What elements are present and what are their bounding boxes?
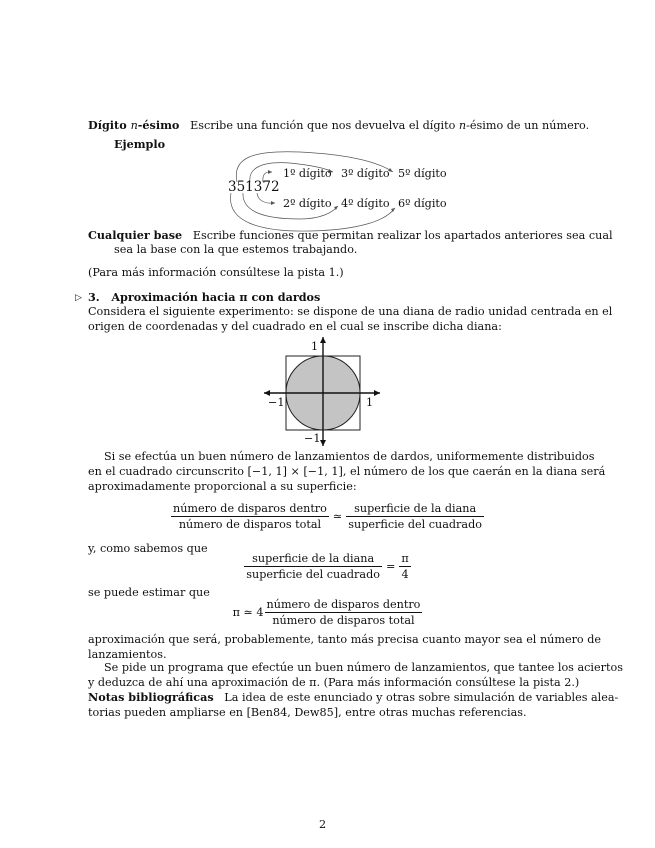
label-digit-2: 2º dígito [283, 197, 332, 210]
example-number: 351372 [228, 179, 280, 195]
notas-heading: Notas bibliográficas [88, 690, 214, 704]
section-marker[interactable]: ▷ [75, 293, 82, 303]
cualquier-paragraph [88, 228, 613, 243]
note-pista-1: (Para más información consúltese la pista 1.) [88, 266, 344, 279]
fig-label-bottom: −1 [304, 432, 321, 445]
label-digit-5: 5º dígito [398, 167, 447, 180]
fig-label-top: 1 [311, 340, 319, 353]
eq2-intro: y, como sabemos que [88, 542, 208, 555]
ejemplo-heading: Ejemplo [114, 137, 166, 151]
para2-line2: en el cuadrado circunscrito [−1, 1] × [−1, 1], el número de los que caerán en la diana será [88, 465, 606, 478]
equation-2: $\frac{\text{superficie de la diana}}{\text{superficie del cuadrado}}$ = $\frac{\pi}{4}$ [246, 552, 409, 581]
digito-text: Escribe una función que nos devuelva el dígito n-ésimo de un número. [190, 119, 590, 132]
cualquier-line1: Escribe funciones que permitan realizar los apartados anteriores sea cual [192, 229, 613, 242]
fig-label-right: 1 [366, 396, 374, 409]
intro-line2: origen de coordenadas y del cuadrado en el cual se inscribe dicha diana: [88, 320, 502, 333]
para2-line1: Si se efectúa un buen número de lanzamientos de dardos, uniformemente distribuidos [104, 450, 595, 463]
fig-label-left: −1 [268, 396, 285, 409]
section-3-heading: 3. Aproximación hacia π con dardos [88, 290, 321, 304]
label-digit-4: 4º dígito [341, 197, 390, 210]
eq1-lhs: $\frac{\text{número de disparos dentro}}{\text{número de disparos total}}$ [173, 502, 327, 531]
eq3-frac: $\frac{\text{número de disparos dentro}}{\text{número de disparos total}}$ [266, 598, 421, 627]
intro-line1: Considera el siguiente experimento: se dispone de una diana de radio unidad centrada en el [88, 305, 613, 318]
para3-line1: aproximación que será, probablemente, tanto más precisa cuanto mayor sea el número de [88, 633, 602, 646]
page-number: 2 [319, 818, 327, 831]
para4-line2: y deduzca de ahí una aproximación de π. (Para más información consúltese la pista 2.) [88, 676, 580, 689]
para4-line1: Se pide un programa que efectúe un buen número de lanzamientos, que tantee los aciertos [104, 661, 623, 674]
equation-1: $\frac{\text{número de disparos dentro}}{\text{número de disparos total}}$ ≃ $\frac{\text{superficie de la diana}}{\text{superficie del cuadrado}}$ [173, 502, 482, 531]
equation-3: π ≃ 4 $\frac{\text{número de disparos dentro}}{\text{número de disparos total}}$ [232, 598, 421, 627]
cualquier-heading: Cualquier base [88, 228, 183, 242]
para2-line3: aproximadamente proporcional a su superficie: [88, 480, 357, 493]
digito-heading: Dígito n-ésimo [88, 118, 180, 132]
notas-line2: torias pueden ampliarse en [Ben84, Dew85], entre otras muchas referencias. [88, 706, 527, 719]
eq3-intro: se puede estimar que [88, 586, 210, 599]
label-digit-3: 3º dígito [341, 167, 390, 180]
eq2-rhs: $\frac{\pi}{4}$ [401, 552, 409, 581]
cualquier-line2: sea la base con la que estemos trabajando. [114, 243, 358, 256]
eq2-lhs: $\frac{\text{superficie de la diana}}{\text{superficie del cuadrado}}$ [246, 552, 380, 581]
notas-line1: La idea de este enunciado y otras sobre simulación de variables alea- [224, 691, 619, 704]
label-digit-6: 6º dígito [398, 197, 447, 210]
dartboard-figure [262, 334, 382, 448]
notas-paragraph [88, 690, 618, 705]
para3-line2: lanzamientos. [88, 648, 167, 661]
eq1-rhs: $\frac{\text{superficie de la diana}}{\text{superficie del cuadrado}}$ [348, 502, 482, 531]
label-digit-1: 1º dígito [283, 167, 332, 180]
